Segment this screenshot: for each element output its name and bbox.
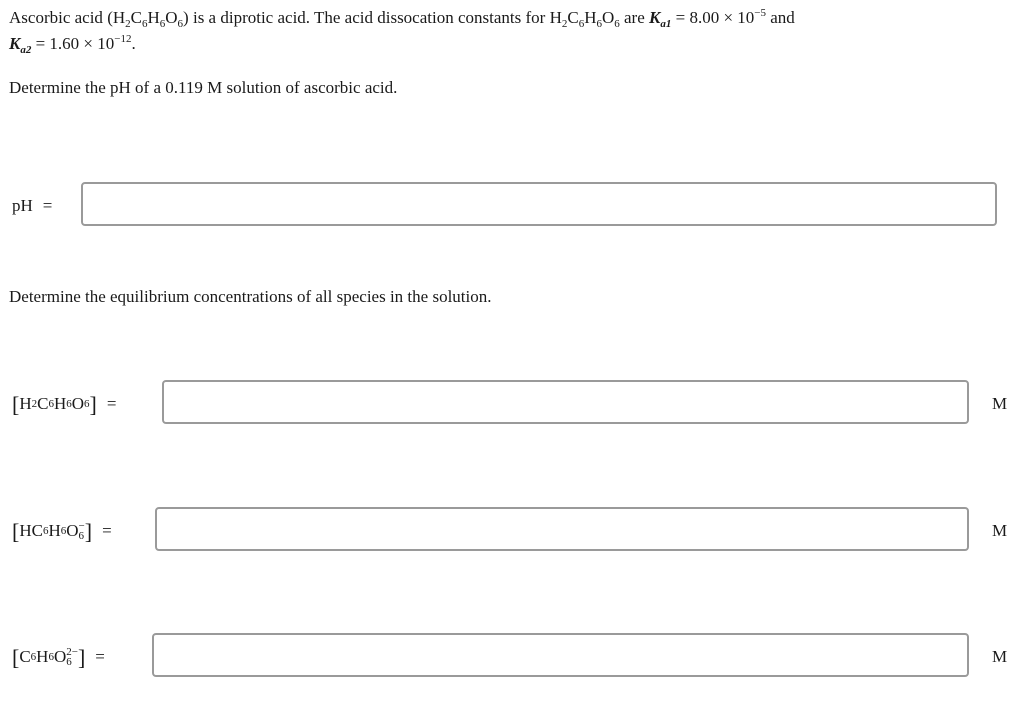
h2c6h6o6-row <box>0 380 1024 428</box>
hc6h6o6-row <box>0 507 1024 555</box>
ka2-exponent: −12 <box>114 33 132 45</box>
ka2-value: = 1.60 × 10 <box>31 34 115 53</box>
hc6h6o6-input[interactable] <box>155 507 969 551</box>
formula-h2c6h6o6: $H_2C_6H_6O_6$ <box>112 8 184 30</box>
hc6h6o6-label: [ HC 6 H 6 O − 6 ] = <box>12 519 112 544</box>
formula-h2c6h6o6-2: $H_2C_6H_6O_6$ <box>549 8 620 30</box>
ka1-exponent: −5 <box>754 7 767 19</box>
intro-text-2: are <box>619 8 650 27</box>
c6h6o6-unit: M <box>992 647 1008 666</box>
ph-input[interactable] <box>81 182 997 226</box>
h2c6h6o6-input[interactable] <box>162 380 969 424</box>
ph-label: pH = <box>12 196 53 215</box>
intro-text-1: is a diprotic acid. The acid dissocation constants for <box>188 8 550 27</box>
c6h6o6-label: [ C 6 H 6 O 2− 6 ] = <box>12 645 105 670</box>
ph-row <box>0 182 1024 230</box>
hc6h6o6-unit: M <box>992 521 1008 540</box>
ka2-symbol: $K_{a2}$ <box>9 34 32 56</box>
acid-name: Ascorbic acid <box>9 8 103 27</box>
h2c6h6o6-label: [ H 2 C 6 H 6 O 6 ] = <box>12 392 117 417</box>
ka1-symbol: $K_{a1}$ <box>649 8 672 30</box>
problem-statement: Ascorbic acid $(H_2C_6H_6O_6)$ is a diprotic acid. The acid dissocation constants for $H_2C_6H_6O_6$ are $K_{a1} = 8.00 \times 10^{-5}$ and $K_{a2} = 1.60 \times 10^{-12}$. <box>9 7 795 56</box>
c6h6o6-input[interactable] <box>152 633 969 677</box>
ka1-value: = 8.00 × 10 <box>671 8 755 27</box>
intro-and: and <box>766 8 795 27</box>
h2c6h6o6-unit: M <box>992 394 1008 413</box>
c6h6o6-row <box>0 633 1024 681</box>
question-concentrations: Determine the equilibrium concentrations of all species in the solution. <box>9 287 492 306</box>
question-ph: Determine the pH of a 0.119 M solution of ascorbic acid. <box>9 78 398 97</box>
intro-period: . <box>131 34 136 53</box>
